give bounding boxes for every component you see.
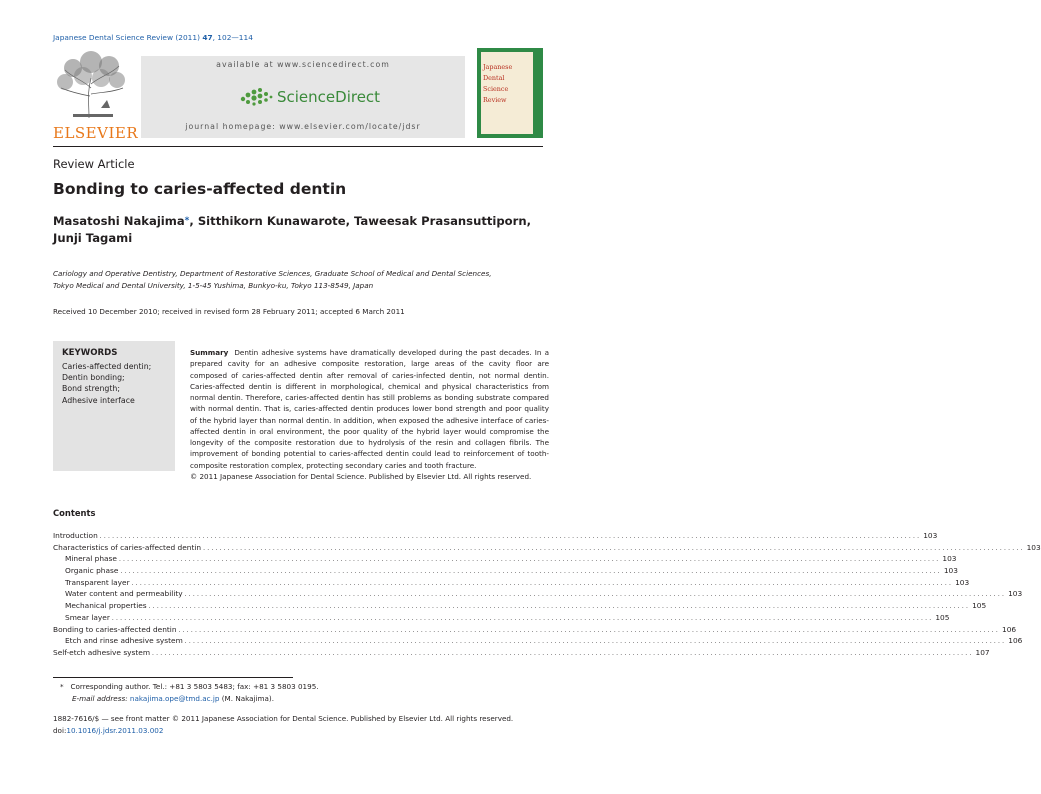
toc-entry-page: 106 bbox=[1008, 636, 1023, 646]
toc-entry-title: Smear layer bbox=[65, 612, 110, 622]
summary-text: Dentin adhesive systems have dramatically developed during the past decades. In a prepared cavity for an adhesive composite restoration, large areas of the cavity floor are composed of caries-affected dentin after removal of caries-infected dentin, not normal dentin. Caries-affected dentin is different in morphological, chemical and physical characteristics from normal dentin. Therefore, caries-affected dentin has still problems as bonding substrate compared with normal dentin. That is, caries-affected dentin produces lower bond strength and poor quality of the hybrid layer than normal dentin. In addition, when exposed the adhesive interface of caries-affected dentin in oral environment, the poor quality of the hybrid layer would compromise the longevity of the composite restoration due to hydrolysis of the resin and collagen fibrils. The improvement of bonding potential to caries-affected dentin could lead to reinforcement of tooth-composite restoration complex, protecting secondary caries and tooth fracture. bbox=[190, 348, 549, 470]
toc-leader-dots: ........................................................................................................................................................................................................ bbox=[111, 614, 934, 622]
toc-leader-dots: ........................................................................................................................................................................................................ bbox=[184, 591, 1007, 599]
affiliation-line: Cariology and Operative Dentistry, Department of Restorative Sciences, Graduate School of Medical and Dental Sciences, bbox=[53, 269, 492, 278]
footnote-divider bbox=[53, 677, 293, 678]
summary-copyright: © 2011 Japanese Association for Dental Science. Published by Elsevier Ltd. All rights reserved. bbox=[190, 471, 532, 481]
contents-heading: Contents bbox=[53, 508, 96, 518]
journal-reference[interactable] bbox=[53, 33, 253, 42]
header-divider bbox=[53, 146, 543, 147]
toc-entry-page: 103 bbox=[923, 531, 938, 540]
footnote-star: * bbox=[60, 682, 64, 691]
toc-entry-title: Self-etch adhesive system bbox=[53, 647, 151, 657]
article-title: Bonding to caries-affected dentin bbox=[53, 180, 347, 198]
summary-abstract bbox=[190, 347, 549, 482]
article-type: Review Article bbox=[53, 157, 135, 171]
toc-entry-page: 106 bbox=[1002, 624, 1017, 634]
author-list bbox=[53, 213, 548, 247]
journal-cover[interactable] bbox=[477, 48, 543, 138]
toc-entry-title: Etch and rinse adhesive system bbox=[65, 636, 183, 646]
front-matter-footer bbox=[53, 713, 513, 736]
toc-entry-title: Bonding to caries-affected dentin bbox=[53, 624, 177, 634]
toc-entry-title: Characteristics of caries-affected dentin bbox=[53, 542, 202, 552]
cover-title-line: Review bbox=[483, 96, 507, 104]
keyword-item: Adhesive interface bbox=[62, 395, 135, 405]
authors-line2: Junji Tagami bbox=[53, 231, 133, 245]
toc-entry-title: Mineral phase bbox=[65, 554, 117, 564]
toc-leader-dots: ........................................................................................................................................................................................................ bbox=[178, 626, 1000, 634]
toc-entry-page: 103 bbox=[942, 554, 957, 564]
toc-leader-dots: ........................................................................................................................................................................................................ bbox=[203, 544, 1025, 552]
elsevier-wordmark: ELSEVIER bbox=[53, 124, 139, 142]
toc-entry[interactable] bbox=[53, 624, 1017, 636]
toc-entry-page: 107 bbox=[975, 647, 990, 657]
toc-entry[interactable] bbox=[53, 577, 970, 589]
cover-title-line: Science bbox=[483, 85, 509, 93]
toc-leader-dots: ........................................................................................................................................................................................................ bbox=[148, 603, 971, 611]
affiliation bbox=[53, 268, 553, 291]
authors-rest: , Sitthikorn Kunawarote, Taweesak Prasansuttiporn, bbox=[189, 214, 532, 228]
toc-entry[interactable] bbox=[53, 553, 957, 565]
toc-entry[interactable] bbox=[53, 542, 1041, 554]
journal-volume: 47 bbox=[202, 33, 213, 42]
keyword-item: Dentin bonding; bbox=[62, 373, 125, 383]
sciencedirect-dots-icon bbox=[239, 87, 273, 107]
toc-entry-title: Transparent layer bbox=[65, 577, 130, 587]
doi-link[interactable]: 10.1016/j.jdsr.2011.03.002 bbox=[66, 725, 164, 735]
corresponding-star-link[interactable]: * bbox=[184, 216, 190, 226]
toc-leader-dots: ........................................................................................................................................................................................................ bbox=[152, 649, 974, 657]
toc-leader-dots: ........................................................................................................................................................................................................ bbox=[131, 579, 954, 587]
toc-entry-page: 105 bbox=[935, 612, 950, 622]
doi-line bbox=[53, 725, 513, 737]
email-suffix: (M. Nakajima). bbox=[219, 693, 275, 703]
table-of-contents bbox=[53, 530, 1041, 659]
toc-leader-dots: ........................................................................................................................................................................................................ bbox=[99, 533, 922, 540]
cover-title-line: Dental bbox=[483, 74, 505, 82]
summary-label: Summary bbox=[190, 348, 229, 357]
cover-title bbox=[483, 62, 512, 106]
received-dates: Received 10 December 2010; received in revised form 28 February 2011; accepted 6 March 2011 bbox=[53, 307, 405, 316]
email-note bbox=[60, 693, 319, 705]
toc-entry-page: 103 bbox=[955, 577, 970, 587]
keywords-list bbox=[62, 361, 151, 406]
footnote bbox=[60, 681, 319, 704]
doi-label: doi: bbox=[53, 725, 67, 735]
email-link[interactable]: nakajima.ope@tmd.ac.jp bbox=[129, 693, 220, 703]
sciencedirect-logo[interactable] bbox=[239, 86, 380, 108]
keywords-heading: KEYWORDS bbox=[62, 348, 118, 358]
toc-leader-dots: ........................................................................................................................................................................................................ bbox=[184, 638, 1007, 646]
journal-name: Japanese Dental Science Review (2011) bbox=[53, 33, 203, 42]
affiliation-line: Tokyo Medical and Dental University, 1-5-45 Yushima, Bunkyo-ku, Tokyo 113-8549, Japan bbox=[53, 280, 374, 290]
toc-entry[interactable] bbox=[53, 565, 958, 577]
email-label: E-mail address: bbox=[72, 693, 130, 703]
toc-entry-page: 103 bbox=[1026, 542, 1041, 552]
toc-entry-page: 103 bbox=[943, 566, 958, 576]
toc-entry[interactable] bbox=[53, 635, 1023, 647]
toc-entry-title: Water content and permeability bbox=[65, 589, 183, 599]
toc-entry-page: 105 bbox=[972, 601, 987, 611]
corresponding-note bbox=[60, 681, 319, 693]
toc-entry[interactable] bbox=[53, 530, 938, 542]
author-corresponding[interactable]: Masatoshi Nakajima bbox=[53, 214, 185, 228]
sciencedirect-label: ScienceDirect bbox=[277, 88, 381, 106]
toc-entry-title: Introduction bbox=[53, 531, 98, 540]
cover-title-line: Japanese bbox=[483, 63, 513, 71]
keyword-item: Bond strength; bbox=[62, 384, 120, 394]
issn-line: 1882-7616/$ — see front matter © 2011 Japanese Association for Dental Science. Published by Elsevier Ltd. All rights reserved. bbox=[53, 714, 514, 723]
toc-entry-page: 103 bbox=[1008, 589, 1023, 599]
toc-entry[interactable] bbox=[53, 647, 990, 659]
toc-entry[interactable] bbox=[53, 588, 1023, 600]
toc-entry-title: Organic phase bbox=[65, 566, 119, 576]
corresponding-text: Corresponding author. Tel.: +81 3 5803 5483; fax: +81 3 5803 0195. bbox=[70, 682, 319, 691]
journal-pages: , 102—114 bbox=[212, 33, 253, 42]
available-at-link[interactable]: available at www.sciencedirect.com bbox=[216, 60, 390, 69]
keywords-box bbox=[53, 341, 175, 471]
toc-leader-dots: ........................................................................................................................................................................................................ bbox=[120, 568, 942, 576]
toc-entry[interactable] bbox=[53, 612, 950, 624]
journal-homepage-link[interactable]: journal homepage: www.elsevier.com/locate/jdsr bbox=[185, 122, 421, 131]
toc-entry[interactable] bbox=[53, 600, 987, 612]
toc-entry-title: Mechanical properties bbox=[65, 601, 147, 611]
toc-leader-dots: ........................................................................................................................................................................................................ bbox=[118, 556, 941, 564]
sciencedirect-banner bbox=[141, 56, 465, 138]
keyword-item: Caries-affected dentin; bbox=[62, 362, 152, 371]
